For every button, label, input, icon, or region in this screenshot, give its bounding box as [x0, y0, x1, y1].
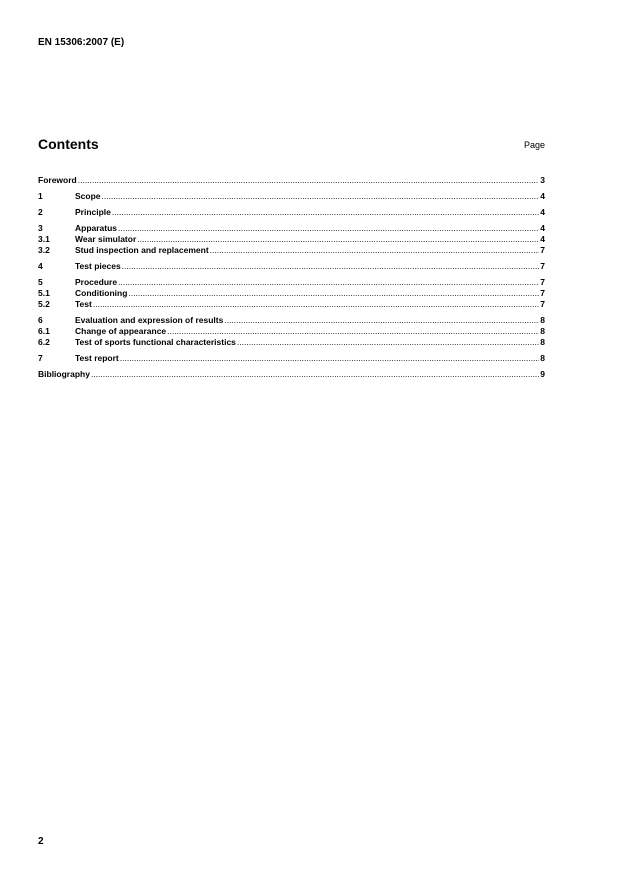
- toc-entry-title: Principle: [75, 207, 111, 217]
- toc-entry[interactable]: [38, 299, 545, 310]
- toc-entry-title: Conditioning: [75, 288, 128, 298]
- toc-entry-number: 3.1: [38, 234, 50, 244]
- toc-dot-leader: [210, 245, 540, 256]
- page-column-label: Page: [523, 140, 545, 150]
- toc-dot-leader: [120, 353, 539, 364]
- toc-entry-page: 4: [540, 207, 545, 217]
- toc-dot-leader: [224, 315, 539, 326]
- toc-entry-number: 5.1: [38, 288, 50, 298]
- document-header: EN 15306:2007 (E): [38, 37, 125, 48]
- toc-entry[interactable]: [38, 337, 545, 348]
- toc-entry-title: Wear simulator: [75, 234, 137, 244]
- toc-entry[interactable]: [38, 207, 545, 218]
- toc-dot-leader: [137, 234, 539, 245]
- toc-entry-number: 3: [38, 223, 43, 233]
- toc-entry-number: 6.1: [38, 326, 50, 336]
- toc-entry-title: Apparatus: [75, 223, 118, 233]
- toc-dot-leader: [167, 326, 539, 337]
- toc-entry-title: Evaluation and expression of results: [75, 315, 224, 325]
- toc-entry[interactable]: [38, 326, 545, 337]
- toc-entry-title: Scope: [75, 191, 101, 201]
- toc-entry-number: 5.2: [38, 299, 50, 309]
- toc-dot-leader: [122, 261, 540, 272]
- toc-entry-page: 9: [540, 369, 545, 379]
- toc-entry[interactable]: [38, 277, 545, 288]
- toc-entry-title: Test of sports functional characteristics: [75, 337, 236, 347]
- toc-dot-leader: [118, 277, 539, 288]
- toc-entry[interactable]: [38, 245, 545, 256]
- contents-title: Contents: [38, 136, 99, 152]
- toc-entry-title: Test: [75, 299, 92, 309]
- toc-entry-page: 8: [540, 326, 545, 336]
- toc-entry-number: 6.2: [38, 337, 50, 347]
- toc-entry-number: 1: [38, 191, 43, 201]
- toc-entry-title: Test pieces: [75, 261, 121, 271]
- toc-entry-title: Foreword: [38, 175, 77, 185]
- toc-entry[interactable]: [38, 223, 545, 234]
- toc-entry-page: 3: [540, 175, 545, 185]
- toc-entry-number: 7: [38, 353, 43, 363]
- toc-entry-title: Stud inspection and replacement: [75, 245, 209, 255]
- toc-dot-leader: [78, 175, 540, 186]
- toc-entry-title: Procedure: [75, 277, 118, 287]
- toc-entry-page: 7: [540, 277, 545, 287]
- toc-dot-leader: [118, 223, 539, 234]
- toc-dot-leader: [91, 369, 539, 380]
- toc-entry-page: 8: [540, 315, 545, 325]
- toc-entry-number: 5: [38, 277, 43, 287]
- toc-entry-number: 4: [38, 261, 43, 271]
- toc-entry-title: Change of appearance: [75, 326, 167, 336]
- toc-dot-leader: [112, 207, 539, 218]
- toc-entry-page: 4: [540, 223, 545, 233]
- toc-entry[interactable]: [38, 315, 545, 326]
- toc-entry-page: 7: [540, 288, 545, 298]
- table-of-contents: [38, 175, 545, 380]
- toc-dot-leader: [93, 299, 539, 310]
- toc-entry-title: Test report: [75, 353, 119, 363]
- toc-entry-page: 7: [540, 261, 545, 271]
- toc-dot-leader: [102, 191, 540, 202]
- toc-entry[interactable]: [38, 353, 545, 364]
- toc-entry-page: 4: [540, 234, 545, 244]
- toc-dot-leader: [237, 337, 539, 348]
- toc-entry[interactable]: [38, 191, 545, 202]
- toc-entry[interactable]: [38, 261, 545, 272]
- toc-entry-number: 2: [38, 207, 43, 217]
- toc-entry-title: Bibliography: [38, 369, 90, 379]
- toc-entry[interactable]: [38, 234, 545, 245]
- toc-dot-leader: [128, 288, 539, 299]
- toc-entry[interactable]: [38, 175, 545, 186]
- toc-entry-number: 6: [38, 315, 43, 325]
- page-number: 2: [38, 836, 44, 847]
- toc-entry-page: 7: [540, 299, 545, 309]
- toc-entry[interactable]: [38, 369, 545, 380]
- toc-entry-page: 4: [540, 191, 545, 201]
- toc-entry-number: 3.2: [38, 245, 50, 255]
- toc-entry-page: 7: [540, 245, 545, 255]
- toc-entry[interactable]: [38, 288, 545, 299]
- toc-entry-page: 8: [540, 337, 545, 347]
- toc-entry-page: 8: [540, 353, 545, 363]
